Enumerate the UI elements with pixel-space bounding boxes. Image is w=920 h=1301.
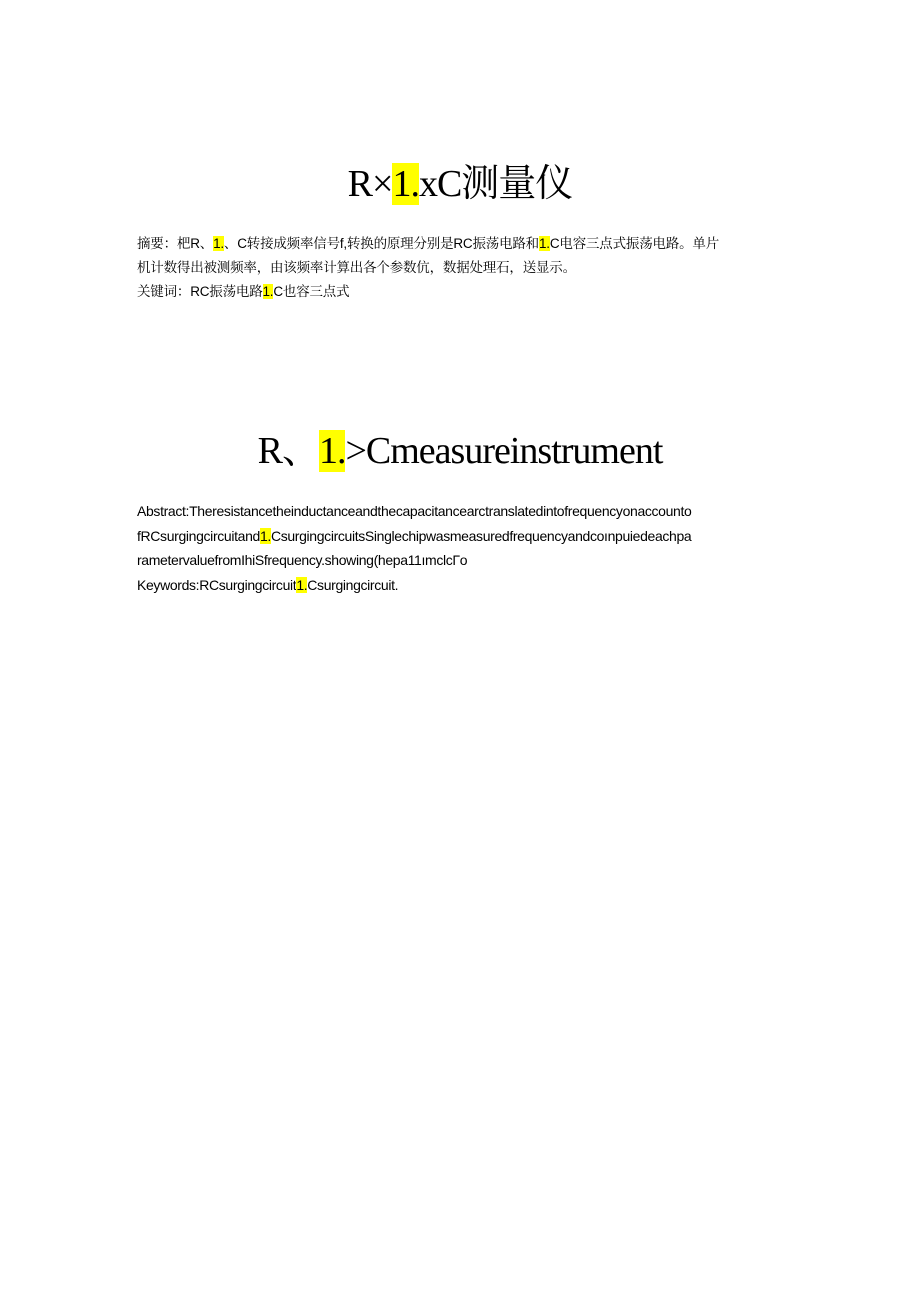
chinese-title-part-1: R×	[347, 163, 393, 205]
chinese-title	[0, 158, 920, 210]
highlighted-text: 1.	[262, 284, 274, 299]
english-title	[0, 425, 920, 477]
english-title-part-1: R、	[257, 430, 319, 472]
chinese-abstract	[137, 232, 787, 304]
english-abstract-line-1: Abstract:Theresistancetheinductanceandthecapacitancearctranslatedintofrequencyonaccounto	[137, 503, 692, 519]
chinese-title-part-2: xC测量仪	[418, 163, 573, 205]
english-title-highlight: 1.	[318, 430, 346, 472]
chinese-title-highlight: 1.	[392, 163, 419, 205]
chinese-abstract-line-1	[137, 232, 787, 256]
highlighted-text: 1.	[259, 527, 271, 544]
english-abstract-line-2	[137, 524, 797, 549]
text-run: 关键词：RC振荡电路	[137, 284, 263, 299]
text-run: C也容三点式	[273, 284, 350, 299]
text-run: Keywords:RCsurgingcircuit	[137, 576, 297, 593]
chinese-abstract-line-2: 机计数得出被测频率，由该频率计算出各个参数伉，数据处理石，送显示。	[137, 260, 576, 275]
highlighted-text: 1.	[538, 236, 550, 251]
english-abstract-line-3: rametervaluefromIhiSfrequency.showing(hepa11ımclcΓo	[137, 552, 468, 568]
english-abstract	[137, 499, 797, 597]
highlighted-text: 1.	[296, 576, 308, 593]
highlighted-text: 1.	[213, 236, 224, 251]
english-title-part-2: >Cmeasureinstrument	[345, 430, 663, 472]
text-run: 摘要：杷R、	[137, 236, 214, 251]
text-run: 、C转接成频率信号f,转换的原理分别是RC振荡电路和	[223, 236, 539, 251]
chinese-keywords	[137, 280, 787, 304]
text-run: CsurgingcircuitsSinglechipwasmeasuredfrequencyandcoınpuiedeachpa	[270, 527, 692, 544]
english-keywords	[137, 573, 797, 598]
text-run: fRCsurgingcircuitand	[137, 527, 260, 544]
text-run: C电容三点式振荡电路。单片	[549, 236, 719, 251]
text-run: Csurgingcircuit.	[307, 576, 399, 593]
